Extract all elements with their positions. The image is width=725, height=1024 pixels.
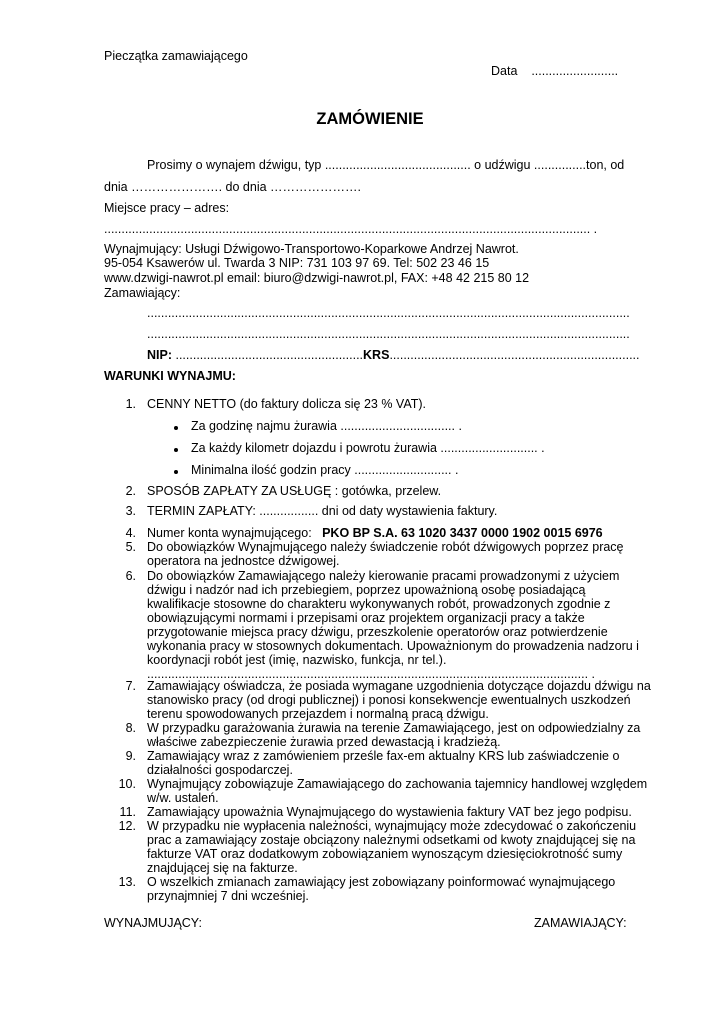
condition-line: stanowisko pracy (od drogi publicznej) i ponosi konsekwencje ewentualnych uszkodzeń bbox=[147, 693, 631, 707]
condition-line: Zamawiający oświadcza, że posiada wymagane uzgodnienia dotyczące dojazdu dźwigu na bbox=[147, 679, 651, 693]
condition-line: koordynacji robót jest (imię, nazwisko, funkcja, nr tel.). bbox=[147, 653, 447, 667]
condition-line: Do obowiązków Zamawiającego należy kierowanie pracami prowadzonymi z użyciem bbox=[147, 569, 620, 583]
condition-number: 8. bbox=[125, 721, 136, 735]
condition-line: Zamawiający wraz z zamówieniem prześle fax-em aktualny KRS lub zaświadczenie o bbox=[147, 749, 620, 763]
condition-line: dźwigu i nadzór nad ich przebiegiem, poprzez upoważnioną osobę posiadającą bbox=[147, 583, 586, 597]
condition-number: 11. bbox=[119, 805, 136, 819]
condition-line: znajdującej się na fakturze. bbox=[147, 861, 298, 875]
supervisor-dots: ............................................................................................................................... . bbox=[147, 667, 596, 681]
nip-krs-line bbox=[147, 348, 640, 362]
condition-line: działalności gospodarczej. bbox=[147, 763, 293, 777]
condition-number: 13. bbox=[118, 875, 136, 889]
condition-line: w/w. ustaleń. bbox=[147, 791, 219, 805]
contractor-contact: www.dzwigi-nawrot.pl email: biuro@dzwigi-nawrot.pl, FAX: +48 42 215 80 12 bbox=[104, 271, 530, 285]
condition-number: 1. bbox=[125, 397, 136, 411]
condition-number: 12. bbox=[118, 819, 136, 833]
condition-6 bbox=[147, 569, 639, 681]
condition-number: 9. bbox=[125, 749, 136, 763]
condition-7 bbox=[147, 679, 651, 721]
condition-line: W przypadku nie wypłacenia należności, wynajmujący może zdecydować o zakończeniu bbox=[147, 819, 637, 833]
bullet-icon bbox=[174, 448, 178, 452]
condition-number: 2. bbox=[125, 484, 136, 498]
condition-line: fakturze VAT oraz dodatkowym zobowiązaniem wynoszącym dziesięciokrotność sumy bbox=[147, 847, 623, 861]
condition-11: Zamawiający upoważnia Wynajmującego do wystawienia faktury VAT bez jego podpisu. bbox=[147, 805, 632, 819]
min-hours-line: Minimalna ilość godzin pracy ............................ . bbox=[191, 463, 459, 477]
contractor-name: Wynajmujący: Usługi Dźwigowo-Transportowo-Koparkowe Andrzej Nawrot. bbox=[104, 242, 519, 256]
condition-line: Wynajmujący zobowiązuje Zamawiającego do zachowania tajemnicy handlowej względem bbox=[147, 777, 648, 791]
condition-number: 10. bbox=[118, 777, 136, 791]
hourly-rate-line: Za godzinę najmu żurawia ................................. . bbox=[191, 419, 462, 433]
condition-number: 7. bbox=[125, 679, 136, 693]
condition-line: O wszelkich zmianach zamawiający jest zobowiązany poinformować wynajmującego bbox=[147, 875, 616, 889]
condition-line: przygotowanie miejsca pracy dźwigu, przeszkolenie operatorów oraz potwierdzenie bbox=[147, 625, 608, 639]
krs-label: KRS bbox=[363, 348, 390, 362]
condition-9 bbox=[147, 749, 632, 777]
condition-line: W przypadku garażowania żurawia na terenie Zamawiającego, jest on odpowiedzialny za bbox=[147, 721, 641, 735]
client-label: Zamawiający: bbox=[104, 286, 181, 300]
condition-line: właściwe zabezpieczenie żurawia przed dewastacją i kradzieżą. bbox=[147, 735, 501, 749]
bullet-icon bbox=[174, 470, 178, 474]
krs-dots: ........................................................................ bbox=[389, 348, 640, 362]
condition-2: SPOSÓB ZAPŁATY ZA USŁUGĘ : gotówka, przelew. bbox=[147, 484, 442, 498]
condition-line: przynajmniej 7 dni wcześniej. bbox=[147, 889, 309, 903]
account-label: Numer konta wynajmującego: bbox=[147, 526, 312, 540]
document-title: ZAMÓWIENIE bbox=[316, 110, 424, 128]
condition-4 bbox=[147, 526, 632, 540]
condition-line: obowiązującymi normami i przepisami oraz projektem organizacji pracy a także bbox=[147, 611, 585, 625]
client-dots-line-1: ........................................................................................................................................... bbox=[147, 306, 630, 320]
condition-line: kwalifikacje stosowne do charakteru wykonywanych robót, prowadzonych zgodnie z bbox=[147, 597, 611, 611]
km-rate-line: Za każdy kilometr dojazdu i powrotu żurawia ............................ . bbox=[191, 441, 545, 455]
client-signature-label: ZAMAWIAJĄCY: bbox=[534, 916, 627, 930]
contractor-address: 95-054 Ksawerów ul. Twarda 3 NIP: 731 103 97 69. Tel: 502 23 46 15 bbox=[104, 256, 490, 270]
condition-5 bbox=[147, 540, 632, 568]
date-field[interactable] bbox=[491, 64, 618, 78]
condition-3: TERMIN ZAPŁATY: ................. dni od daty wystawienia faktury. bbox=[147, 504, 498, 518]
date-dots: ......................... bbox=[531, 64, 619, 78]
workplace-dots: ............................................................................................................................................ . bbox=[104, 222, 598, 236]
condition-line: wykonania pracy w stosownych dokumentach. Upoważnionym do prowadzenia nadzoru i bbox=[147, 639, 639, 653]
bank-account-number: PKO BP S.A. 63 1020 3437 0000 1902 0015 6976 bbox=[322, 526, 603, 540]
stamp-label: Pieczątka zamawiającego bbox=[104, 49, 248, 63]
condition-line: Do obowiązków Wynajmującego należy świadczenie robót dźwigowych poprzez pracę bbox=[147, 540, 624, 554]
condition-8 bbox=[147, 721, 641, 749]
date-label: Data bbox=[491, 64, 518, 78]
condition-1: CENNY NETTO (do faktury dolicza się 23 % VAT). bbox=[147, 397, 427, 411]
condition-line: prac a zamawiający zostaje obciązony należnymi odsetkami od kwoty znajdującej się na bbox=[147, 833, 636, 847]
condition-13 bbox=[147, 875, 632, 903]
condition-number: 3. bbox=[125, 504, 136, 518]
crane-request-line: Prosimy o wynajem dźwigu, typ .......................................... o udźwigu ...............ton, od bbox=[147, 158, 625, 172]
condition-line: operatora na jednostce dźwigowej. bbox=[147, 554, 340, 568]
conditions-heading: WARUNKI WYNAJMU: bbox=[104, 369, 236, 383]
nip-dots: ...................................................... bbox=[175, 348, 364, 362]
condition-number: 6. bbox=[125, 569, 136, 583]
workplace-label: Miejsce pracy – adres: bbox=[104, 201, 230, 215]
client-dots-line-2: ........................................................................................................................................... bbox=[147, 327, 630, 341]
contractor-signature-label: WYNAJMUJĄCY: bbox=[104, 916, 202, 930]
condition-12 bbox=[147, 819, 637, 875]
nip-label: NIP: bbox=[147, 348, 172, 362]
condition-10 bbox=[147, 777, 648, 805]
condition-number: 4. bbox=[125, 526, 136, 540]
date-range-line: dnia …………………. do dnia …………………. bbox=[104, 180, 362, 194]
bullet-icon bbox=[174, 426, 178, 430]
condition-line: terenu spowodowanych przejazdem i normalną pracą dźwigu. bbox=[147, 707, 489, 721]
condition-number: 5. bbox=[125, 540, 136, 554]
